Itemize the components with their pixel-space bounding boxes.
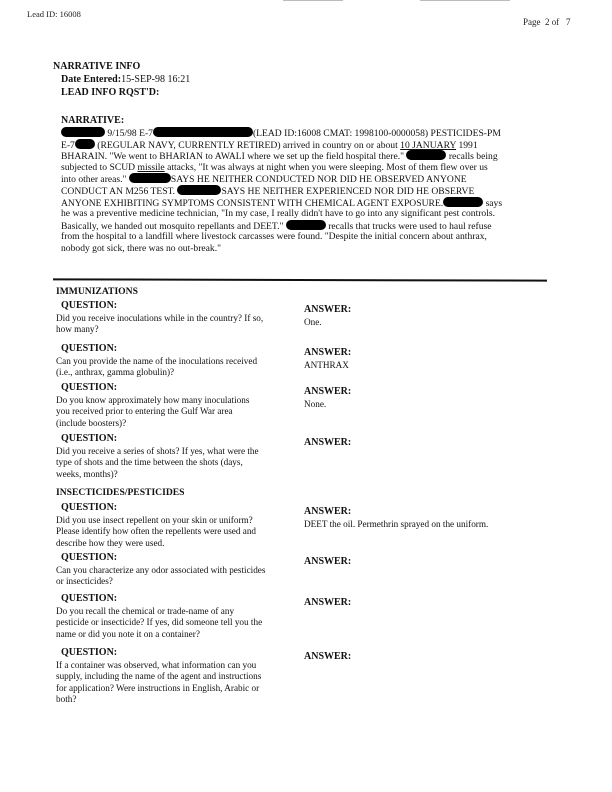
question-label: QUESTION: [61,647,118,658]
question-label: QUESTION: [61,593,118,604]
redaction-block [177,185,221,195]
section-title: INSECTICIDES/PESTICIDES [56,487,185,498]
answer-label: ANSWER: [304,347,352,358]
lead-id-header: Lead ID: 16008 [27,9,81,19]
question-text [56,313,291,336]
question-label: QUESTION: [61,300,118,311]
page-of: of [551,17,560,27]
scan-artifact-line [283,0,343,1]
question-line: supply, including the name of the agent and instructions [56,671,262,682]
question-line: you received prior to entering the Gulf War area [56,406,233,417]
answer-label: ANSWER: [304,597,352,608]
narrative-label: NARRATIVE: [61,115,125,126]
redaction-block [153,127,253,137]
question-line: Do you recall the chemical or trade-name of any [56,606,235,616]
date-entered-row [61,74,190,85]
narrative-line [61,220,551,232]
narrative-text: Basically, we handed out mosquito repellants and DEET." [61,220,286,232]
page-number: 2 [545,17,550,27]
narrative-text: (REGULAR NAVY, CURRENTLY RETIRED) arrived in country on or about [94,139,401,151]
question-label: QUESTION: [61,552,118,563]
question-line: for application? Were instructions in English, Arabic or [56,682,260,693]
answer-label: ANSWER: [304,506,352,517]
narrative-text: E-7 [61,139,75,151]
question-label: QUESTION: [61,433,118,444]
narrative-text: says [483,197,503,209]
question-line: or insecticides? [56,576,113,587]
question-line: Did you receive a series of shots? If yes, what were the [56,446,259,456]
narrative-line [61,243,551,255]
page-indicator [523,17,571,27]
narrative-line [61,139,551,151]
narrative-text: into other areas." [61,174,129,186]
question-line: (include boosters)? [56,417,127,428]
redaction-block [406,150,446,160]
narrative-text: SAYS HE NEITHER EXPERIENCED NOR DID HE OBSERVE [221,185,475,197]
narrative-text: missile [137,161,165,173]
narrative-line [61,185,551,197]
narrative-body [61,127,551,255]
redaction-block [443,197,483,207]
narrative-text: recalls being [446,151,498,163]
narrative-info-title: NARRATIVE INFO [53,61,141,72]
narrative-text: attacks, "It was always at night when you were sleeping. Most of them flew over us [164,161,488,173]
question-line: If a container was observed, what information can you [56,660,257,670]
question-label: QUESTION: [61,343,118,354]
narrative-text: subjected to SCUD [61,161,138,173]
narrative-line [61,197,551,209]
narrative-text: from the hospital to a landfill where livestock carcasses were found. "Despite the initial concern about anthrax, [61,231,487,243]
narrative-line [61,173,551,185]
narrative-line [61,150,551,162]
narrative-line [61,162,551,174]
page-total: 7 [566,17,571,27]
narrative-text: ANYONE EXHIBITING SYMPTOMS CONSISTENT WITH CHEMICAL AGENT EXPOSURE. [61,197,444,209]
answer-label: ANSWER: [304,386,352,397]
section-divider [53,278,547,281]
narrative-text: recalls that trucks were used to haul refuse [325,220,492,232]
question-line: name or did you note it on a container? [56,628,200,639]
question-line: type of shots and the time between the shots (days, [56,457,243,468]
page-label: Page [523,17,541,27]
question-line: Can you provide the name of the inoculations received [56,356,258,366]
question-text [56,606,291,640]
question-line: how many? [56,324,99,335]
scan-artifact-line [420,0,510,1]
question-line: Please identify how often the repellents were used and [56,526,257,537]
redaction-block [75,139,95,149]
narrative-line [61,127,551,139]
answer-label: ANSWER: [304,304,352,315]
narrative-text: BHARAIN. "We went to BHARIAN to AWALI where we set up the field hospital there." [61,151,407,163]
date-entered-label: Date Entered: [61,74,122,85]
narrative-text: SAYS HE NEITHER CONDUCTED NOR DID HE OBSERVED ANYONE [170,174,467,186]
answer-label: ANSWER: [304,651,352,662]
question-line: Can you characterize any odor associated with pesticides [56,565,266,575]
section-title: IMMUNIZATIONS [56,286,138,297]
question-text [56,395,291,429]
answer-text: None. [304,399,327,409]
question-text [56,565,291,588]
question-text [56,515,291,549]
question-line: (i.e., anthrax, gamma globulin)? [56,367,175,378]
narrative-text: 9/15/98 E-7 [105,128,153,139]
narrative-text: (LEAD ID:16008 CMAT: 1998100-0000058) PESTICIDES-PM [252,128,501,139]
question-line: weeks, months)? [56,468,118,479]
answer-label: ANSWER: [304,437,352,448]
answer-label: ANSWER: [304,556,352,567]
question-line: both? [56,693,77,704]
question-label: QUESTION: [61,382,118,393]
question-text [56,356,291,379]
answer-text: ANTHRAX [304,360,349,370]
question-line: Do you know approximately how many inoculations [56,395,250,405]
redaction-block [61,127,105,137]
redaction-block [286,220,326,230]
question-text [56,660,291,705]
narrative-text: nobody got sick, there was no out-break." [61,242,222,254]
answer-text: DEET the oil. Permethrin sprayed on the uniform. [304,519,489,529]
question-line: describe how they were used. [56,537,165,548]
question-line: Did you use insect repellent on your skin or uniform? [56,515,253,525]
narrative-text: CONDUCT AN M256 TEST. [61,185,178,197]
lead-info-rqstd-label: LEAD INFO RQST'D: [61,87,160,98]
narrative-line [61,231,551,243]
narrative-line [61,208,551,220]
answer-text: One. [304,317,322,327]
question-line: Did you receive inoculations while in the country? If so, [56,313,264,323]
question-text [56,446,291,480]
question-label: QUESTION: [61,502,118,513]
date-entered-value: 15-SEP-98 16:21 [121,74,191,85]
redaction-block [129,173,171,183]
narrative-text: 1991 [456,139,478,151]
narrative-text: he was a preventive medicine technician, "In my case, I really didn't have to go into any significant pest controls. [61,208,496,220]
question-line: pesticide or insecticide? If yes, did someone tell you the [56,617,263,628]
narrative-text: 10 JANUARY [400,139,457,151]
